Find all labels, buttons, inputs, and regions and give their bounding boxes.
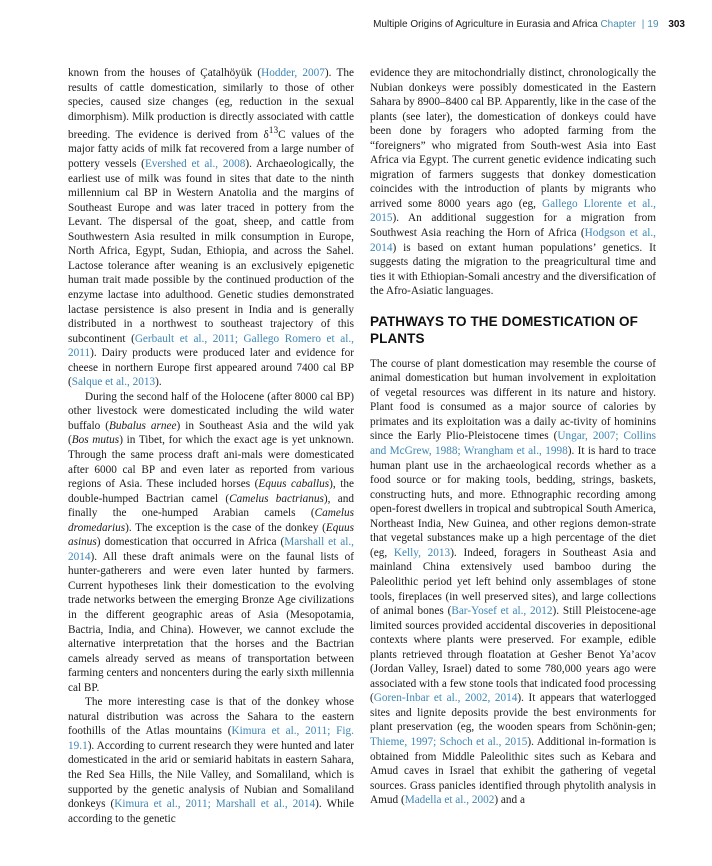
citation-link[interactable]: Marshall et al., 2014 — [68, 536, 354, 563]
paragraph-donkey: The more interesting case is that of the donkey whose natural distribution was across the Sahara to the eastern foothills of the Atlas mountains (Kimura et al., 2011; Fig. 19.1). According to current research they were hunted and later domesticated in the arid or semiarid habitats in eastern Sahara, the Red Sea Hills, the Nile Valley, and Somaliland, which is supported by the genetic analysis of Nubian and Somaliland donkeys (Kimura et al., 2011; Marshall et al., 2014). While according to the genetic — [68, 696, 354, 825]
citation-link[interactable]: Kimura et al., 2011; Fig. 19.1 — [68, 725, 354, 752]
citation-link[interactable]: Hodder, 2007 — [261, 67, 325, 79]
citation-link[interactable]: Goren-Inbar et al., 2002, 2014 — [373, 692, 518, 705]
right-column — [370, 66, 656, 808]
species-name: Equus asinus — [68, 521, 354, 549]
citation-link[interactable]: Hodgson et al., 2014 — [370, 227, 656, 254]
citation-link[interactable]: Kimura et al., 2011; Marshall et al., 2014 — [114, 798, 316, 811]
citation-link[interactable]: Evershed et al., 2008 — [144, 158, 246, 171]
species-name: Bos mutus — [71, 434, 120, 447]
citation-link[interactable]: Kelly, 2013 — [393, 546, 451, 559]
paragraph-plants: The course of plant domestication may resemble the course of animal domestication but human involvement in exploitation of vegetal resources was different in its nature and history. Plant food is consumed as a major source of calories by primates and its exploitation was a daily ac-tivity of hominins since the Early Plio-Pleistocene times (Ungar, 2007; Collins and McGrew, 1988; Wrangham et al., 1998). It is hard to trace human plant use in the archaeological records whether as a food source or for making tools, bedding, strings, baskets, constructing huts, and more. Ethnographic recording among open-forest dwellers in tropical and subtropical South America, Northeast India, New Guinea, and other regions demon-strate that vegetal substances make up a high percentage of the diet (eg, Kelly, 2013). Indeed, foragers in Southeast Asia and mainland China extensively used bamboo during the Paleolithic period yet left behind only assemblages of stone tools, fireplaces (in well preserved sites), and large collections of animal bones (Bar-Yosef et al., 2012). Still Pleistocene-age limited sources provided accidental discoveries in depositional contexts where plants were preserved. For example, edible plants retrieved through floatation at Gesher Benot Ya’acov (Jordan Valley, Israel) dated to some 780,000 years ago were associated with a few stone tools that indicated food processing (Goren-Inbar et al., 2002, 2014). It appears that waterlogged sites and lignite deposits provide the best environments for plant preservation (eg, the wooden spears from Schönin-gen; Thieme, 1997; Schoch et al., 2015). Additional in-formation is obtained from Middle Paleolithic sites such as Kebara and Amud caves in Israel that exhibit the gathering of vegetal sources. Grass panicles identified through phytolith analysis in Amud (Madella et al., 2002) and a — [370, 357, 657, 807]
section-heading: PATHWAYS TO THE DOMESTICATION OF PLANTS — [370, 313, 638, 346]
species-name: Equus caballus — [258, 478, 330, 491]
running-header — [373, 19, 685, 30]
running-title: Multiple Origins of Agriculture in Eurasia and Africa — [373, 19, 598, 30]
citation-link[interactable]: Bar-Yosef et al., 2012 — [451, 605, 553, 618]
citation-link[interactable]: Gallego Llorente et al., 2015 — [370, 197, 656, 225]
citation-link[interactable]: Gerbault et al., 2011; Gallego Romero et al., 2011 — [68, 332, 354, 360]
superscript: 13 — [268, 126, 279, 137]
citation-link[interactable]: Thieme, 1997; Schoch et al., 2015 — [370, 735, 528, 748]
citation-link[interactable]: Ungar, 2007; Collins and McGrew, 1988; Wrangham et al., 1998 — [370, 430, 656, 458]
species-name: Camelus bactrianus — [229, 492, 324, 505]
paragraph-dairy: known from the houses of Çatalhöyük (Hodder, 2007). The results of cattle domestication, similarly to those of other species, caused size changes (eg, reduction in the sexual dimorphism). Milk production is directly associated with cattle breeding. The evidence is derived from $\delta^{13}C$ values of the major fatty acids of milk fat recovered from a large number of pottery vessels (Evershed et al., 2008). Archaeologically, the earliest use of milk was found in sites that date to the ninth millennium cal BP in Western Anatolia and the margins of Southeast Europe and was later traced in pottery from the Levant. The dispersal of the goat, sheep, and cattle from Southwestern Asia resulted in milk consumption in Europe, North Africa, Egypt, Sudan, Ethiopia, and across the Sahel. Lactose tolerance after weaning is an exclusively epigenetic human trait made possible by the continued production of the enzyme lactase into adulthood. Genetic studies demonstrated lactase persistence is also present in India and is generally distributed in a northwest to southeast trajectory of this subcontinent (Gerbault et al., 2011; Gallego Romero et al., 2011). Dairy products were produced later and evidence for cheese in northern Europe first appeared around 7400 cal BP (Salque et al., 2013). — [68, 67, 354, 389]
chapter-number: 19 — [647, 19, 659, 30]
citation-link[interactable]: Salque et al., 2013 — [71, 376, 156, 389]
paragraph-migration: evidence they are mitochondrially distinct, chronologically the Nubian donkeys were possibly domesticated in the Eastern Sahara by 8900–8400 cal BP. Apparently, like in the case of the plants (see later), the domestication of donkeys could have been done by foragers who adopted farming from the “foreigners” who migrated from South-west Asia into East Africa via Egypt. The current genetic evidence indicating such migration of farmers suggests that donkey domestication coincides with the introduction of plants by migrants who arrived some 8000 years ago (eg, Gallego Llorente et al., 2015). An additional suggestion for a migration from Southwest Asia reaching the Horn of Africa (Hodgson et al., 2014) is based on extant human populations’ genetics. It suggests dating the migration to the preagricultural time and ties it with Ethiopian-Somali ancestry and the diversification of the Afro-Asiatic languages. — [370, 67, 656, 298]
section-spacer — [370, 299, 656, 313]
chapter-label: Chapter — [600, 19, 637, 30]
page-number: 303 — [668, 19, 685, 30]
species-name: Camelus dromedarius — [68, 507, 354, 534]
left-column — [68, 66, 354, 826]
chapter-separator: | — [641, 19, 645, 30]
species-name: Bubalus arnee — [109, 419, 177, 432]
paragraph-livestock: During the second half of the Holocene (after 8000 cal BP) other livestock were domesticated including the wild water buffalo (Bubalus arnee) in Southeast Asia and the wild yak (Bos mutus) in Tibet, for which the exact age is yet unknown. Through the same process draft ani-mals were domesticated after 6000 cal BP and even later as reported from various regions of Asia. These included horses (Equus caballus), the double-humped Bactrian camel (Camelus bactrianus), and finally the one-humped Arabian camels (Camelus dromedarius). The exception is the case of the donkey (Equus asinus) domestication that occurred in Africa (Marshall et al., 2014). All these draft animals were on the faunal lists of hunter-gatherers and were even later hunted by farmers. Current hypotheses link their domestication to the evolving trade networks between the emerging Bronze Age civilizations in the different geographic areas of Asia (Mesopotamia, Bactria, India, and China). However, we cannot exclude the alternative interpretation that the horses and the Bactrian camels already served as means of transportation between farming centers and noncenters during the early sixth millennia cal BP. — [68, 390, 354, 694]
citation-link[interactable]: Madella et al., 2002 — [404, 794, 495, 807]
